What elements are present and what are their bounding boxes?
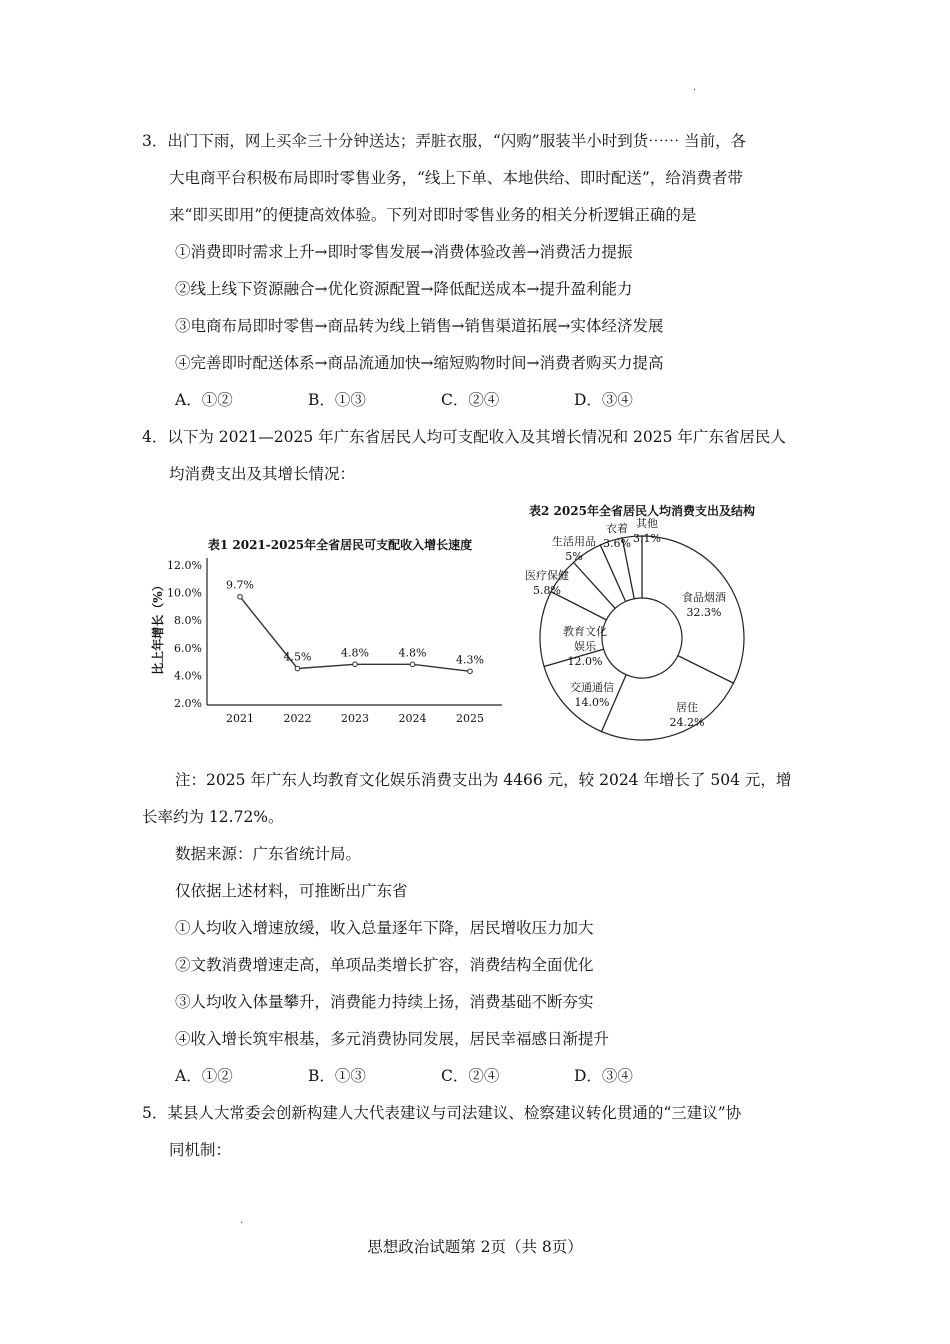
slice-value-label: 5%: [565, 550, 583, 563]
scan-dot: .: [693, 82, 697, 93]
q3-item-2: ②线上线下资源融合→优化资源配置→降低配送成本→提升盈利能力: [175, 280, 633, 298]
q3-line-1: [142, 131, 746, 151]
q4-option-b[interactable]: B．①③: [308, 1067, 366, 1085]
q3-options: [175, 390, 633, 410]
q3-stem-3: 来“即买即用”的便捷高效体验。下列对即时零售业务的相关分析逻辑正确的是: [169, 206, 697, 224]
q3-stem-1: 出门下雨，网上买伞三十分钟送达；弄脏衣服，“闪购”服装半小时到货⋯⋯ 当前，各: [167, 132, 747, 150]
q3-option-c[interactable]: C．②④: [441, 391, 500, 409]
data-point: [468, 669, 473, 674]
q3-item-4: ④完善即时配送体系→商品流通加快→缩短购物时间→消费者购买力提高: [175, 354, 664, 372]
q5-number: 5．: [142, 1104, 168, 1122]
slice-category-label: 其他: [636, 517, 658, 530]
data-label: 9.7%: [226, 578, 254, 592]
y-tick-label: 10.0%: [167, 586, 202, 600]
q3-option-a[interactable]: A．①②: [175, 391, 233, 409]
income-growth-line-chart: [140, 525, 510, 730]
q3-number: 3．: [142, 132, 168, 150]
slice-value-label: 12.0%: [567, 655, 603, 668]
q3-stem-2: 大电商平台积极布局即时零售业务，“线上下单、本地供给、即时配送”，给消费者带: [169, 169, 743, 187]
y-axis-label: 比上年增长（%）: [151, 579, 165, 675]
q4-line-1: [142, 427, 786, 447]
slice-value-label: 3.6%: [603, 537, 631, 550]
q4-option-c[interactable]: C．②④: [441, 1067, 500, 1085]
x-tick-label: 2022: [283, 712, 312, 725]
slice-category-label: 居住: [676, 701, 698, 714]
y-tick-label: 12.0%: [167, 559, 202, 572]
q4-option-d[interactable]: D．③④: [574, 1067, 633, 1085]
x-tick-label: 2023: [341, 712, 369, 725]
q4-item-3: ③人均收入体量攀升，消费能力持续上扬，消费基础不断夯实: [175, 993, 594, 1011]
data-point: [353, 662, 358, 667]
slice-value-label: 32.3%: [686, 606, 722, 619]
data-label: 4.5%: [283, 650, 312, 664]
q4-note-1: 注：2025 年广东人均教育文化娱乐消费支出为 4466 元，较 2024 年增长了 504 元，增: [175, 771, 792, 789]
slice-category-label: 食品烟酒: [682, 591, 726, 604]
data-point: [295, 666, 300, 671]
q3-item-1: ①消费即时需求上升→即时零售发展→消费体验改善→消费活力提振: [175, 243, 633, 261]
slice-category-label: 医疗保健: [525, 569, 569, 582]
y-tick-label: 8.0%: [174, 614, 202, 628]
series-line: [240, 597, 470, 672]
consumption-structure-donut-chart: [515, 495, 770, 760]
q4-source: 数据来源：广东省统计局。: [175, 845, 362, 863]
data-label: 4.8%: [341, 646, 369, 660]
slice-category-label: 娱乐: [574, 640, 596, 653]
donut-chart-title: 表2 2025年全省居民人均消费支出及结构: [529, 504, 755, 518]
line-chart-title: 表1 2021-2025年全省居民可支配收入增长速度: [207, 538, 473, 552]
x-tick-label: 2021: [226, 712, 254, 725]
q3-option-d[interactable]: D．③④: [574, 391, 633, 409]
x-tick-label: 2025: [456, 712, 484, 725]
slice-category-label: 生活用品: [552, 535, 596, 548]
y-tick-label: 2.0%: [174, 697, 202, 710]
q4-options: [175, 1066, 633, 1086]
q4-stem-1: 以下为 2021—2025 年广东省居民人均可支配收入及其增长情况和 2025 年广东省居民人: [167, 428, 786, 446]
q4-option-a[interactable]: A．①②: [175, 1067, 233, 1085]
data-label: 4.3%: [456, 653, 484, 667]
q4-item-4: ④收入增长筑牢根基，多元消费协同发展，居民幸福感日渐提升: [175, 1030, 610, 1048]
q4-note-2: 长率约为 12.72%。: [142, 808, 284, 826]
q4-item-2: ②文教消费增速走高，单项品类增长扩容，消费结构全面优化: [175, 956, 594, 974]
y-tick-label: 4.0%: [174, 669, 202, 683]
q5-line-1: [142, 1103, 741, 1123]
scan-dot: .: [240, 1215, 244, 1226]
q3-option-b[interactable]: B．①③: [308, 391, 366, 409]
slice-value-label: 3.1%: [633, 532, 661, 545]
q5-stem-1: 某县人大常委会创新构建人大代表建议与司法建议、检察建议转化贯通的“三建议”协: [167, 1104, 742, 1122]
data-point: [410, 662, 415, 667]
slice-category-label: 衣着: [606, 522, 628, 535]
x-tick-label: 2024: [398, 712, 427, 725]
q3-item-3: ③电商布局即时零售→商品转为线上销售→销售渠道拓展→实体经济发展: [175, 317, 664, 335]
q4-lead: 仅依据上述材料，可推断出广东省: [175, 882, 408, 900]
slice-category-label: 教育文化: [563, 625, 607, 638]
slice-value-label: 14.0%: [574, 696, 610, 709]
data-label: 4.8%: [398, 646, 427, 660]
slice-value-label: 24.2%: [669, 716, 705, 729]
page-footer: 思想政治试题第 2页（共 8页）: [367, 1238, 583, 1256]
slice-value-label: 5.8%: [533, 584, 561, 597]
slice-category-label: 交通通信: [570, 681, 614, 694]
q4-stem-2: 均消费支出及其增长情况：: [169, 465, 356, 483]
q4-item-1: ①人均收入增速放缓，收入总量逐年下降，居民增收压力加大: [175, 919, 594, 937]
data-point: [238, 594, 243, 599]
y-tick-label: 6.0%: [174, 641, 202, 655]
q5-stem-2: 同机制：: [169, 1141, 232, 1159]
q4-number: 4．: [142, 428, 168, 446]
